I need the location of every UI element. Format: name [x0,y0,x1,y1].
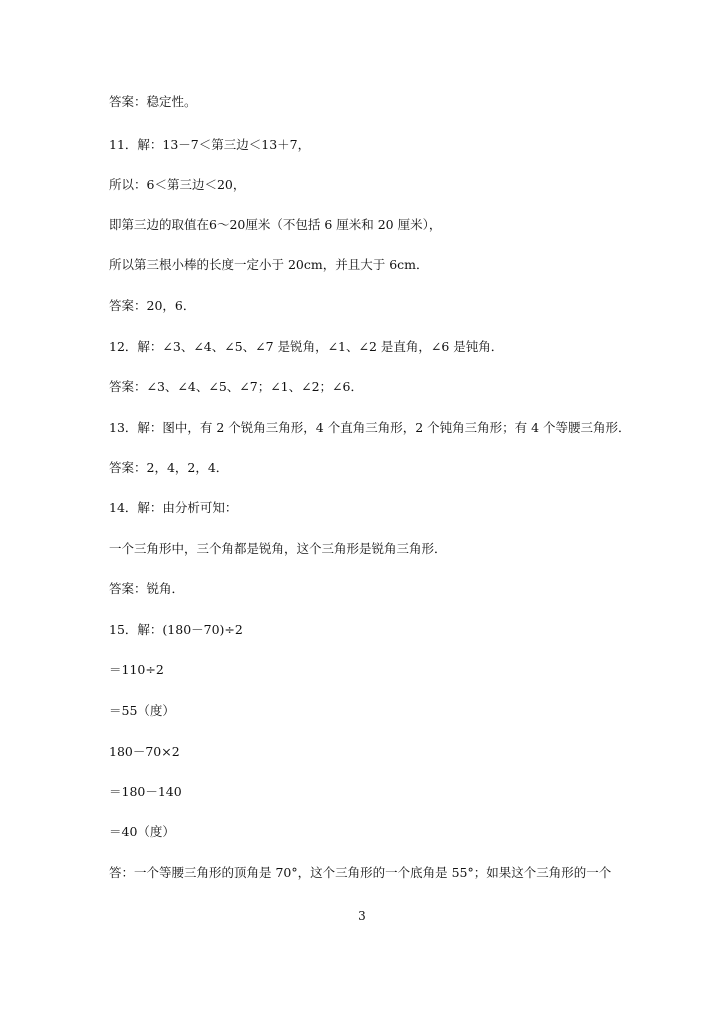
solution-15-line-2: ＝110÷2 [109,662,164,677]
answer-line-14: 答案：锐角． [109,581,185,596]
solution-15-line-3: ＝55（度） [109,703,175,718]
solution-11-line-2: 所以：6＜第三边＜20， [109,177,246,192]
solution-14-line-2: 一个三角形中，三个角都是锐角，这个三角形是锐角三角形． [109,541,447,556]
solution-15-line-5: ＝180－140 [109,784,182,799]
solution-15-line-4: 180－70×2 [109,744,180,759]
solution-12-line: 12．解：∠3、∠4、∠5、∠7 是锐角，∠1、∠2 是直角，∠6 是钝角． [109,339,504,354]
solution-15-line-1: 15．解：(180－70)÷2 [109,622,243,637]
solution-13-line: 13．解：图中，有 2 个锐角三角形，4 个直角三角形，2 个钝角三角形；有 4 个等腰三角形． [109,420,631,435]
solution-11-line-3: 即第三边的取值在6～20厘米（不包括 6 厘米和 20 厘米）， [109,217,442,232]
solution-14-line-1: 14．解：由分析可知： [109,500,238,515]
answer-line-12: 答案：∠3、∠4、∠5、∠7；∠1、∠2；∠6． [109,379,363,394]
solution-15-line-6: ＝40（度） [109,824,175,839]
answer-line-10: 答案：稳定性。 [109,94,197,109]
solution-11-line-1: 11．解：13－7＜第三边＜13＋7， [109,137,311,152]
answer-line-11: 答案：20，6． [109,298,196,313]
solution-11-line-4: 所以第三根小棒的长度一定小于 20cm，并且大于 6cm． [109,257,429,272]
answer-line-15: 答：一个等腰三角形的顶角是 70°，这个三角形的一个底角是 55°；如果这个三角形的一个 [109,865,612,880]
answer-line-13: 答案：2，4，2，4． [109,460,229,475]
page-number: 3 [358,909,366,923]
